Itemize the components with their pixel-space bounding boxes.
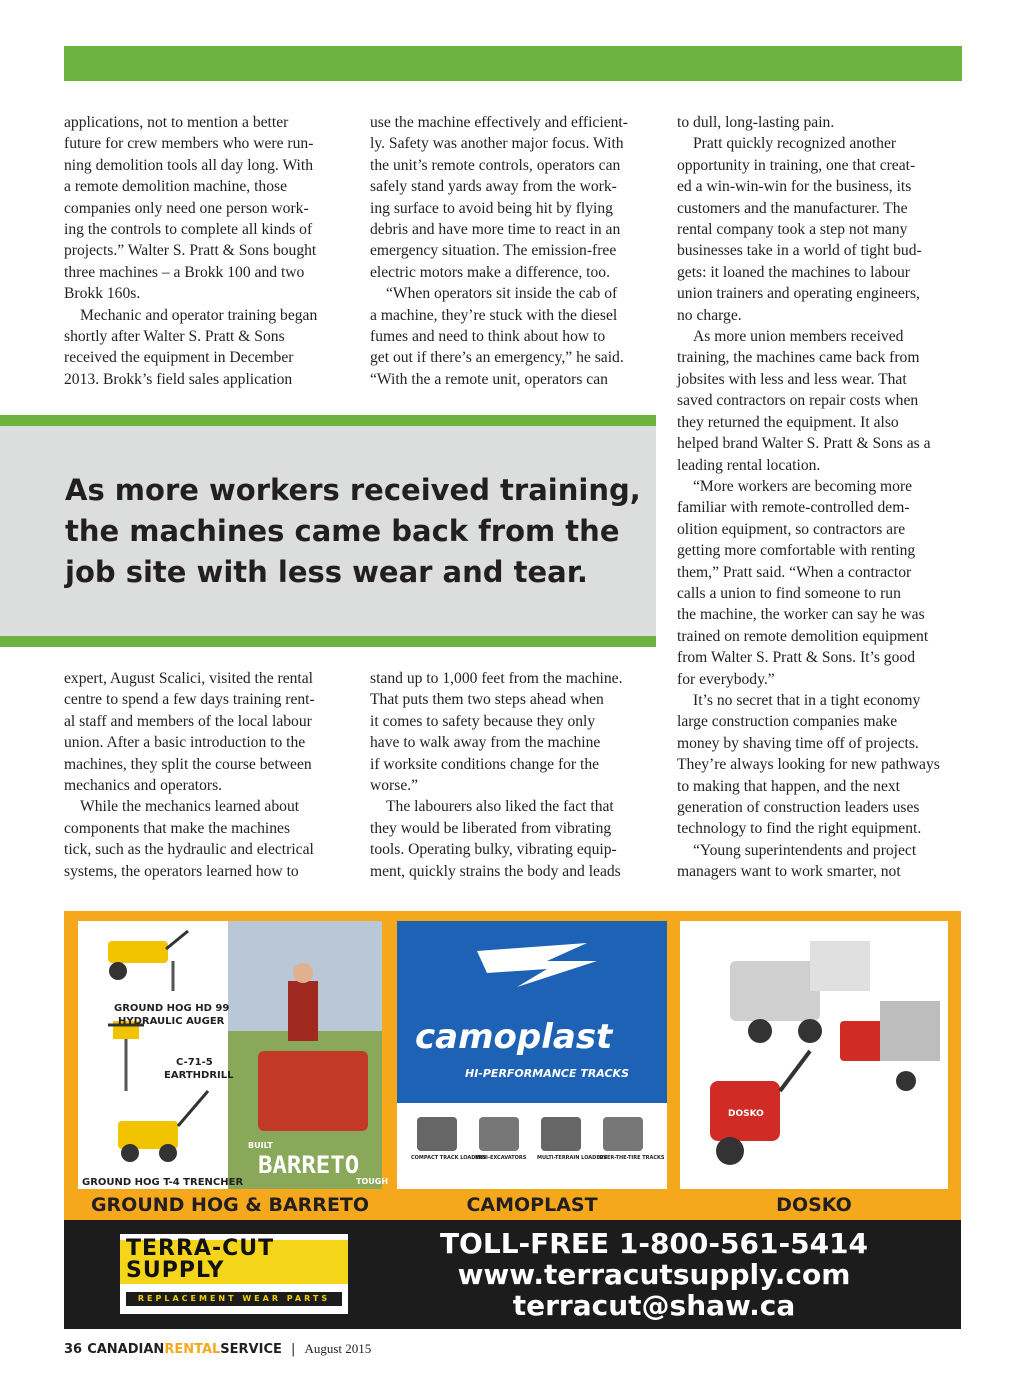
column-2-bottom [370, 668, 660, 882]
text-line: businesses take in a world of tight bud- [677, 242, 922, 260]
text-line: to making that happen, and the next [677, 777, 901, 795]
text-line: centre to spend a few days training rent- [64, 691, 315, 709]
trencher-handle-icon [178, 1091, 208, 1126]
magazine-name-part-1: CANADIAN [87, 1342, 165, 1357]
column-3 [677, 112, 967, 883]
text-line: Mechanic and operator training began [80, 306, 318, 324]
terra-cut-logo [120, 1234, 348, 1314]
text-line: While the mechanics learned about [80, 798, 300, 816]
earthdrill-label: C-71-5 [176, 1057, 213, 1068]
text-line: getting more comfortable with renting [677, 542, 916, 560]
mini-excavator-icon [479, 1117, 519, 1151]
text-line: saved contractors on repair costs when [677, 392, 919, 410]
text-line: “More workers are becoming more [693, 477, 913, 495]
logo-line-1: TERRA-CUT [126, 1236, 275, 1261]
text-line: generation of construction leaders uses [677, 799, 920, 816]
pull-quote-rule-top [0, 415, 656, 426]
barreto-logo: BARRETO [258, 1151, 360, 1179]
wheel-icon [121, 1144, 139, 1162]
contact-bar [64, 1220, 961, 1329]
text-line: components that make the machines [64, 819, 291, 837]
auger-label: GROUND HOG HD 99 [114, 1003, 230, 1014]
text-line: ning demolition tools all day long. With [64, 156, 314, 174]
text-line: rental company took a step not many [677, 221, 908, 239]
text-line: safely stand yards away from the work- [370, 178, 617, 196]
pull-quote-line: As more workers received training, [65, 473, 641, 507]
text-line: received the equipment in December [64, 349, 294, 367]
text-line: calls a union to find someone to run [677, 584, 901, 602]
chipper-icon [730, 961, 820, 1021]
text-line: ly. Safety was another major focus. With [370, 135, 624, 153]
product-label: MINI-EXCAVATORS [475, 1155, 527, 1161]
text-line: ing the controls to complete all kinds of [64, 221, 313, 239]
text-line: stand up to 1,000 feet from the machine. [370, 670, 623, 687]
text-line: three machines – a Brokk 100 and two [64, 263, 305, 281]
dosko-illustration [680, 921, 948, 1189]
pull-quote-text [65, 470, 645, 593]
text-line: systems, the operators learned how to [64, 862, 299, 880]
issue-date: August 2015 [304, 1341, 372, 1356]
text-line: use the machine effectively and efficient- [370, 114, 628, 131]
earthdrill-label-2: EARTHDRILL [164, 1070, 234, 1081]
camoplast-bird-icon [477, 943, 597, 987]
dosko-mark: DOSKO [728, 1109, 764, 1119]
phone-number[interactable]: TOLL-FREE 1-800-561-5414 [439, 1227, 869, 1260]
text-line: customers and the manufacturer. The [677, 199, 908, 217]
text-line: tick, such as the hydraulic and electrical [64, 841, 314, 859]
text-line: They’re always looking for new pathways [677, 756, 940, 774]
track-loader-icon [417, 1117, 457, 1151]
text-line: olition equipment, so contractors are [677, 520, 906, 538]
text-line: they returned the equipment. It also [677, 413, 899, 431]
text-line: projects.” Walter S. Pratt & Sons bought [64, 242, 317, 260]
text-line: Brokk 160s. [64, 285, 141, 303]
text-line: large construction companies make [677, 713, 898, 731]
barreto-built-label: BUILT [248, 1141, 273, 1150]
magazine-name-part-2: RENTAL [164, 1342, 221, 1357]
text-line: get out if there’s an emergency,” he said. [370, 349, 624, 367]
text-line: electric motors make a difference, too. [370, 263, 611, 281]
text-line: the machine, the worker can say he was [677, 606, 925, 624]
text-line: them,” Pratt said. “When a contractor [677, 563, 912, 581]
text-line: machines, they split the course between [64, 755, 312, 773]
camoplast-tagline: HI-PERFORMANCE TRACKS [465, 1067, 629, 1080]
text-line: It’s no secret that in a tight economy [693, 691, 921, 709]
pull-quote-line: job site with less wear and tear. [65, 555, 588, 589]
auger-icon [108, 941, 168, 963]
website-link[interactable]: www.terracutsupply.com [457, 1258, 851, 1291]
pull-quote-line: the machines came back from the [65, 514, 620, 548]
text-line: helped brand Walter S. Pratt & Sons as a [677, 435, 931, 453]
logo-tagline: REPLACEMENT WEAR PARTS [126, 1292, 342, 1306]
text-line: companies only need one person work- [64, 199, 309, 217]
text-line: they would be liberated from vibrating [370, 819, 612, 837]
text-line: debris and have more time to react in an [370, 221, 621, 239]
text-line: if worksite conditions change for the [370, 755, 600, 773]
ground-hog-barreto-panel [78, 921, 389, 1189]
text-line: gets: it loaned the machines to labour [677, 263, 910, 281]
camoplast-panel [397, 921, 667, 1189]
text-line: “With the a remote unit, operators can [370, 370, 608, 388]
text-line: opportunity in training, one that creat- [677, 156, 916, 174]
barreto-tough-label: TOUGH [356, 1177, 389, 1186]
chipper-hopper-icon [810, 941, 870, 991]
product-label: OVER-THE-TIRE TRACKS [599, 1155, 665, 1161]
column-1-top [64, 112, 354, 390]
text-line: As more union members received [693, 328, 904, 346]
over-tire-track-icon [603, 1117, 643, 1151]
text-line: tools. Operating bulky, vibrating equip- [370, 841, 617, 859]
text-line: emergency situation. The emission-free [370, 242, 617, 260]
text-line: 2013. Brokk’s field sales application [64, 370, 293, 388]
trencher-label: GROUND HOG T-4 TRENCHER [82, 1177, 244, 1188]
text-line: trained on remote demolition equipment [677, 627, 929, 645]
text-line: “Young superintendents and project [693, 841, 917, 859]
text-line: applications, not to mention a better [64, 114, 289, 131]
email-link[interactable]: terracut@shaw.ca [512, 1289, 796, 1322]
text-line: union trainers and operating engineers, [677, 285, 920, 303]
header-bar [64, 46, 962, 81]
wheel-icon [109, 962, 127, 980]
dosko-label: DOSKO [776, 1194, 852, 1216]
dosko-panel [680, 921, 948, 1189]
column-1-bottom [64, 668, 354, 882]
text-line: have to walk away from the machine [370, 734, 601, 752]
logo-line-2: SUPPLY [126, 1258, 225, 1283]
wheel-icon [896, 1071, 916, 1091]
text-line: That puts them two steps ahead when [370, 691, 604, 709]
text-line: the unit’s remote controls, operators can [370, 156, 621, 174]
shredder-icon [880, 1001, 940, 1061]
camoplast-logo: camoplast [415, 1017, 613, 1057]
ground-hog-barreto-label: GROUND HOG & BARRETO [90, 1194, 370, 1216]
operator-head-icon [293, 963, 313, 983]
text-line: ing surface to avoid being hit by flying [370, 199, 613, 217]
text-line: for everybody.” [677, 670, 775, 688]
text-line: a remote demolition machine, those [64, 178, 288, 196]
equipment-illustration [78, 921, 382, 1189]
text-line: future for crew members who were run- [64, 135, 314, 153]
terra-cut-advertisement [64, 911, 961, 1329]
text-line: expert, August Scalici, visited the rental [64, 670, 314, 687]
wheel-icon [159, 1144, 177, 1162]
product-label: MULTI-TERRAIN LOADERS [537, 1155, 608, 1161]
text-line: managers want to work smarter, not [677, 863, 901, 881]
text-line: ment, quickly strains the body and leads [370, 862, 621, 880]
wheel-icon [748, 1019, 772, 1043]
barreto-machine-icon [258, 1051, 368, 1131]
wheel-icon [716, 1137, 744, 1165]
multi-terrain-loader-icon [541, 1117, 581, 1151]
contact-info [374, 1228, 934, 1321]
text-line: familiar with remote-controlled dem- [677, 499, 910, 517]
product-label: COMPACT TRACK LOADERS [411, 1155, 487, 1161]
operator-icon [288, 981, 318, 1041]
pull-quote-rule-bottom [0, 636, 656, 647]
text-line: money by shaving time off of projects. [677, 734, 919, 752]
logo-text [126, 1238, 342, 1282]
auger-label-2: HYDRAULIC AUGER [118, 1016, 225, 1027]
wheel-icon [798, 1019, 822, 1043]
auger-handle-icon [166, 931, 188, 949]
text-line: it comes to safety because they only [370, 712, 596, 730]
text-line: worse.” [370, 777, 419, 795]
text-line: al staff and members of the local labour [64, 712, 312, 730]
text-line: ed a win-win-win for the business, its [677, 178, 912, 196]
page-number: 36 [64, 1342, 83, 1357]
footer-separator: | [290, 1342, 296, 1357]
camoplast-label: CAMOPLAST [466, 1194, 598, 1216]
text-line: fumes and need to think about how to [370, 328, 606, 346]
text-line: to dull, long-lasting pain. [677, 114, 835, 131]
text-line: leading rental location. [677, 456, 821, 474]
text-line: technology to find the right equipment. [677, 820, 922, 838]
page-footer [64, 1338, 371, 1358]
text-line: The labourers also liked the fact that [386, 798, 614, 816]
magazine-name-part-3: SERVICE [220, 1342, 282, 1357]
text-line: union. After a basic introduction to the [64, 734, 306, 752]
text-line: from Walter S. Pratt & Sons. It’s good [677, 649, 915, 667]
text-line: a machine, they’re stuck with the diesel [370, 306, 618, 324]
text-line: “When operators sit inside the cab of [386, 285, 618, 303]
text-line: Pratt quickly recognized another [693, 135, 897, 153]
text-line: no charge. [677, 306, 742, 324]
text-line: training, the machines came back from [677, 349, 920, 367]
stump-grinder-handle-icon [780, 1051, 810, 1091]
text-line: mechanics and operators. [64, 777, 223, 795]
column-2-top [370, 112, 660, 390]
text-line: shortly after Walter S. Pratt & Sons [64, 328, 285, 346]
text-line: jobsites with less and less wear. That [677, 370, 907, 388]
